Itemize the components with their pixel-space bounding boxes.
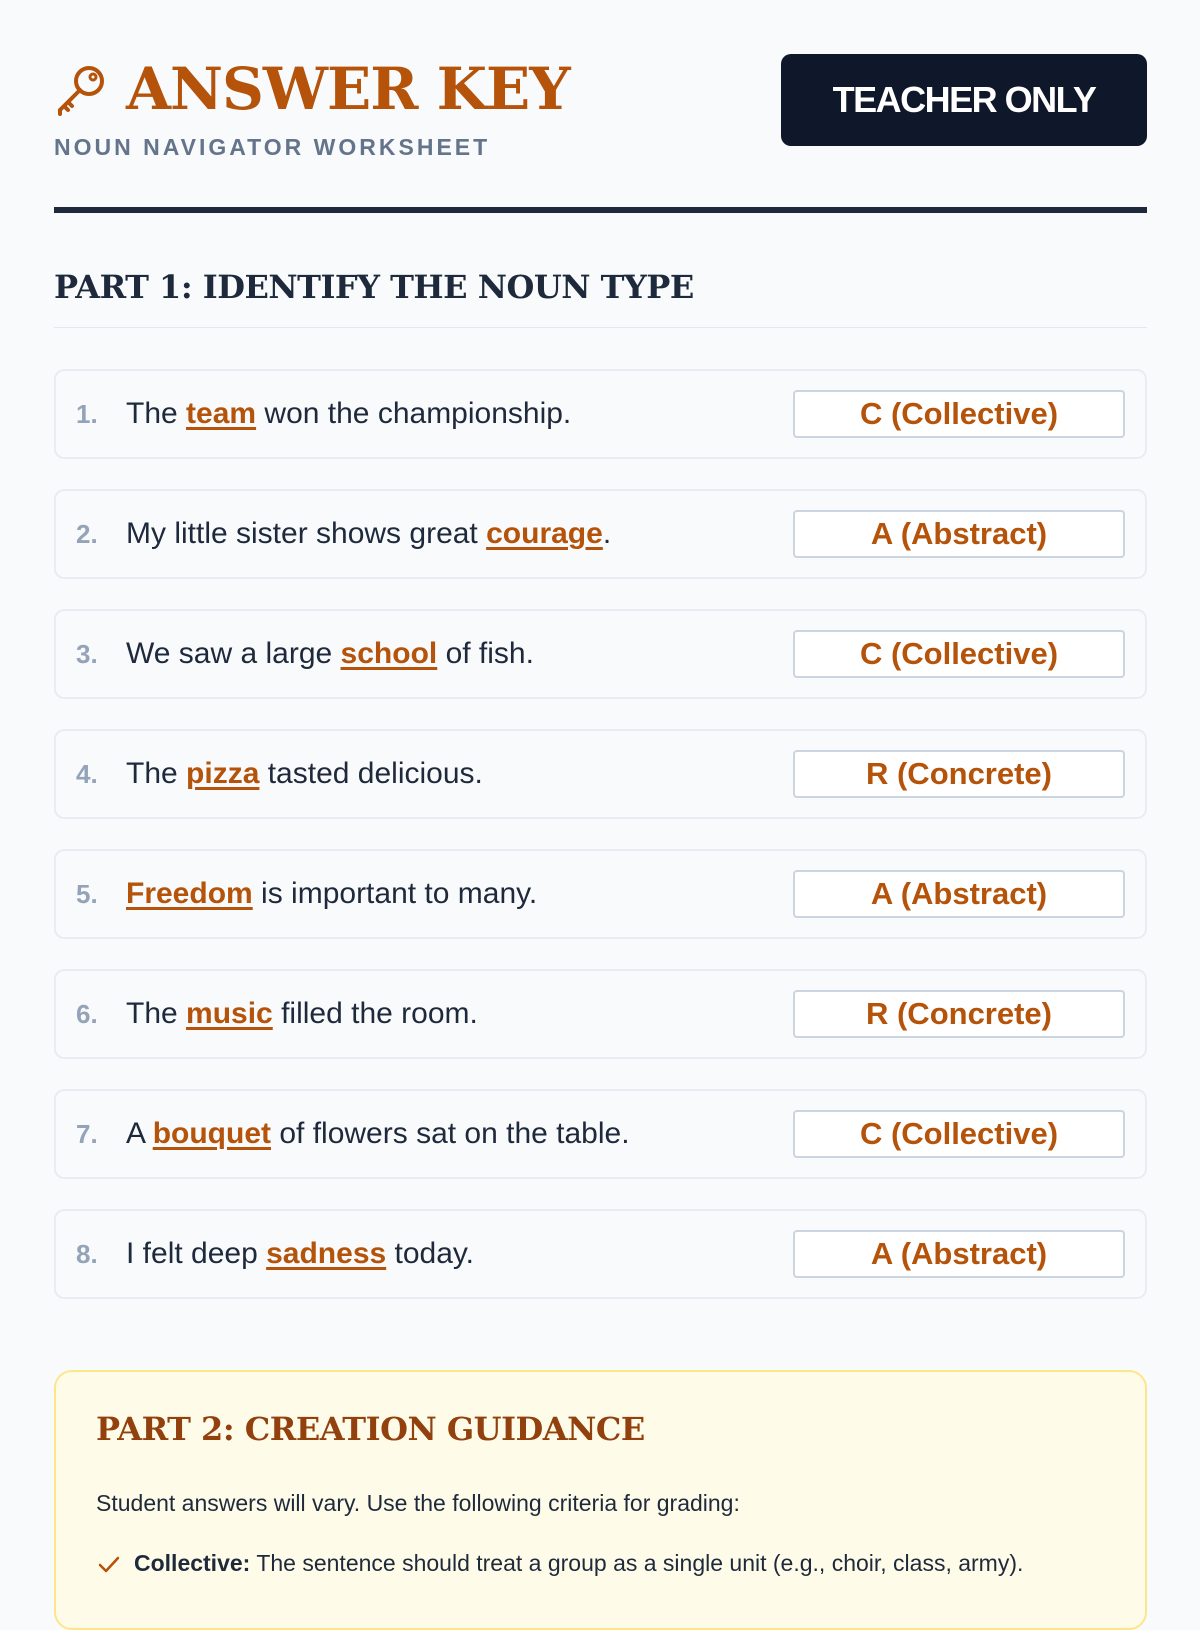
key-icon bbox=[54, 62, 108, 116]
answer-box: A (Abstract) bbox=[793, 510, 1125, 558]
page-title: ANSWER KEY bbox=[126, 55, 570, 123]
answer-box: C (Collective) bbox=[793, 1110, 1125, 1158]
question-row bbox=[54, 489, 1147, 579]
sentence-after: today. bbox=[386, 1237, 475, 1270]
sentence-after: won the championship. bbox=[256, 397, 572, 430]
criterion-text: The sentence should treat a group as a single unit (e.g., choir, class, army). bbox=[256, 1550, 1024, 1576]
teacher-only-badge: TEACHER ONLY bbox=[781, 54, 1147, 146]
question-number: 7. bbox=[76, 1119, 98, 1149]
question-number: 6. bbox=[76, 999, 98, 1029]
question-sentence bbox=[126, 1211, 474, 1297]
answer-box: C (Collective) bbox=[793, 630, 1125, 678]
question-sentence bbox=[126, 731, 483, 817]
sentence-after: tasted delicious. bbox=[259, 757, 483, 790]
question-row bbox=[54, 609, 1147, 699]
sentence-before: My little sister shows great bbox=[126, 517, 487, 550]
sentence-before: A bbox=[126, 1117, 153, 1150]
sentence-after: filled the room. bbox=[272, 997, 478, 1030]
header-divider bbox=[54, 207, 1147, 213]
question-sentence bbox=[126, 611, 534, 697]
question-row bbox=[54, 729, 1147, 819]
target-noun: courage bbox=[486, 517, 603, 550]
answer-box: A (Abstract) bbox=[793, 1230, 1125, 1278]
sentence-before: We saw a large bbox=[126, 637, 341, 670]
sentence-before: The bbox=[126, 757, 187, 790]
question-sentence bbox=[126, 371, 571, 457]
question-row bbox=[54, 969, 1147, 1059]
criterion-item bbox=[96, 1550, 1023, 1577]
question-row bbox=[54, 369, 1147, 459]
sentence-before: I felt deep bbox=[126, 1237, 267, 1270]
question-number: 2. bbox=[76, 519, 98, 549]
answer-box: R (Concrete) bbox=[793, 990, 1125, 1038]
target-noun: team bbox=[186, 397, 257, 430]
part1-heading: PART 1: IDENTIFY THE NOUN TYPE bbox=[54, 268, 694, 306]
criteria-list bbox=[96, 1550, 1023, 1577]
part2-guidance-box bbox=[54, 1370, 1147, 1630]
target-noun: music bbox=[186, 997, 273, 1030]
question-list bbox=[54, 369, 1147, 1329]
question-sentence bbox=[126, 851, 537, 937]
question-number: 8. bbox=[76, 1239, 98, 1269]
target-noun: sadness bbox=[266, 1237, 387, 1270]
sentence-after: is important to many. bbox=[252, 877, 538, 910]
sentence-before: The bbox=[126, 397, 187, 430]
part1-divider bbox=[54, 327, 1147, 328]
part2-heading: PART 2: CREATION GUIDANCE bbox=[96, 1410, 645, 1448]
target-noun: Freedom bbox=[126, 877, 253, 910]
header bbox=[54, 54, 1147, 216]
sentence-after: of flowers sat on the table. bbox=[271, 1117, 630, 1150]
question-row bbox=[54, 1089, 1147, 1179]
target-noun: school bbox=[340, 637, 438, 670]
question-number: 4. bbox=[76, 759, 98, 789]
answer-box: R (Concrete) bbox=[793, 750, 1125, 798]
question-sentence bbox=[126, 491, 611, 577]
answer-box: A (Abstract) bbox=[793, 870, 1125, 918]
target-noun: pizza bbox=[186, 757, 260, 790]
page-subtitle: NOUN NAVIGATOR WORKSHEET bbox=[54, 134, 491, 160]
question-number: 1. bbox=[76, 399, 98, 429]
answer-box: C (Collective) bbox=[793, 390, 1125, 438]
check-icon bbox=[96, 1551, 122, 1577]
sentence-after: . bbox=[602, 517, 612, 550]
part2-intro: Student answers will vary. Use the following criteria for grading: bbox=[96, 1490, 740, 1516]
question-row bbox=[54, 1209, 1147, 1299]
sentence-before: The bbox=[126, 997, 187, 1030]
question-number: 3. bbox=[76, 639, 98, 669]
question-sentence bbox=[126, 971, 478, 1057]
question-number: 5. bbox=[76, 879, 98, 909]
question-sentence bbox=[126, 1091, 630, 1177]
question-row bbox=[54, 849, 1147, 939]
criterion-label: Collective: bbox=[134, 1550, 251, 1576]
target-noun: bouquet bbox=[152, 1117, 272, 1150]
sentence-after: of fish. bbox=[437, 637, 534, 670]
